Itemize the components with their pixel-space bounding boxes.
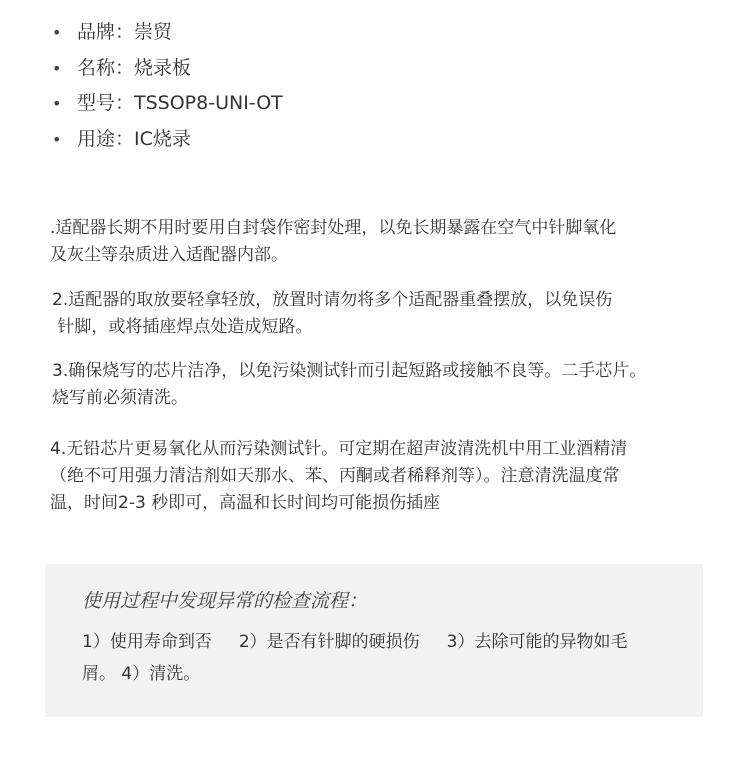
- note-3-paragraph: 3.确保烧写的芯片洁净，以免污染测试针而引起短路或接触不良等。二手芯片。 烧写前必须清洗。: [52, 361, 647, 408]
- note-4-paragraph: 4.无铅芯片更易氧化从而污染测试针。可定期在超声波清洗机中用工业酒精清 （绝不可用强力清洁剂如天那水、苯、丙酮或者稀释剂等）。注意清洗温度常 温，时间2-3 秒即可，高温和长时间均可能损伤插座: [50, 439, 628, 513]
- callout-body: 1）使用寿命到否 2）是否有针脚的硬损伤 3）去除可能的异物如毛 屑。 4）清洗。: [82, 632, 628, 684]
- spec-item-model: [52, 87, 283, 123]
- bullet-icon: •: [52, 94, 62, 113]
- spec-text: 用途：IC烧录: [77, 127, 191, 150]
- bullet-icon: •: [52, 129, 62, 149]
- spec-text: 型号：TSSOP8-UNI-OT: [77, 92, 283, 114]
- note-1-paragraph: .适配器长期不用时要用自封袋作密封处理，以免长期暴露在空气中针脚氧化 及灰尘等杂质进入适配器内部。: [50, 218, 617, 265]
- spec-item-usage: [52, 123, 283, 159]
- spec-item-name: [52, 52, 283, 88]
- bullet-icon: •: [52, 58, 62, 78]
- note-2-paragraph: 2.适配器的取放要轻拿轻放，放置时请勿将多个适配器重叠摆放，以免误伤 针脚，或将插座焊点处造成短路。: [52, 290, 613, 337]
- spec-text: 品牌：崇贸: [77, 21, 173, 43]
- spec-list: [52, 16, 283, 158]
- callout-title: 使用过程中发现异常的检查流程：: [82, 590, 368, 612]
- spec-item-brand: [52, 16, 283, 52]
- spec-text: 名称：烧录板: [77, 56, 192, 79]
- bullet-icon: •: [52, 23, 62, 42]
- inspection-callout-box: [45, 564, 703, 717]
